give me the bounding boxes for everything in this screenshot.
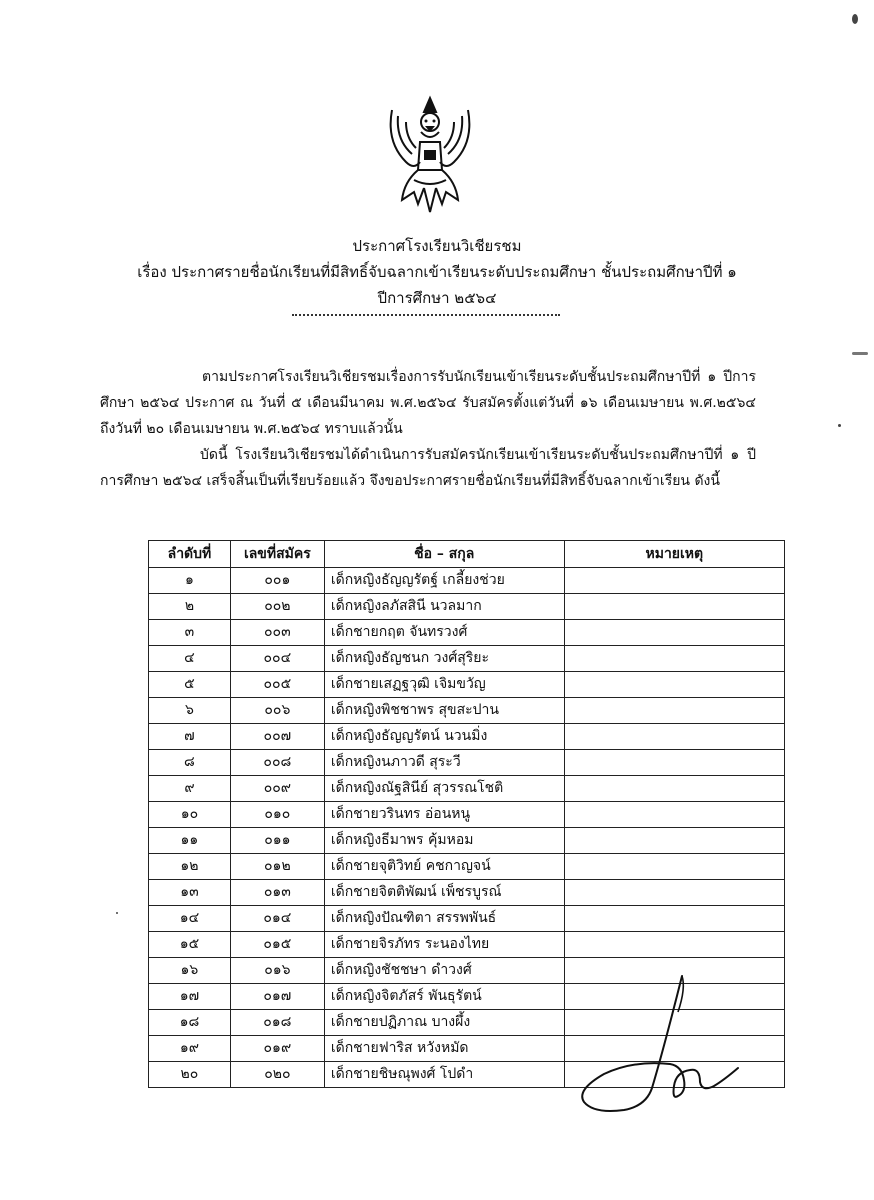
cell-app-no: ๐๑๒: [230, 854, 324, 880]
cell-order: ๓: [149, 620, 231, 646]
cell-order: ๔: [149, 646, 231, 672]
table-row: [149, 828, 785, 854]
cell-name: เด็กหญิงธัญญรัตฐ์ เกลี้ยงช่วย: [324, 568, 564, 594]
cell-name: เด็กหญิงธัญญรัตน์ นวนมิ่ง: [324, 724, 564, 750]
cell-order: ๑๖: [149, 958, 231, 984]
cell-order: ๑๒: [149, 854, 231, 880]
cell-app-no: ๐๐๙: [230, 776, 324, 802]
cell-app-no: ๐๐๘: [230, 750, 324, 776]
cell-order: ๑๙: [149, 1036, 231, 1062]
cell-name: เด็กชายจุติวิทย์ คชกาญจน์: [324, 854, 564, 880]
cell-app-no: ๐๐๒: [230, 594, 324, 620]
cell-order: ๙: [149, 776, 231, 802]
cell-order: ๑๑: [149, 828, 231, 854]
cell-order: ๑๕: [149, 932, 231, 958]
cell-order: ๑: [149, 568, 231, 594]
cell-app-no: ๐๑๔: [230, 906, 324, 932]
org-title: ประกาศโรงเรียนวิเชียรชม: [352, 237, 522, 255]
cell-note: [564, 750, 784, 776]
garuda-emblem-icon: [384, 92, 476, 218]
cell-order: ๑๘: [149, 1010, 231, 1036]
handwritten-signature-icon: [574, 968, 750, 1118]
header-name: ชื่อ – สกุล: [324, 541, 564, 568]
cell-app-no: ๐๐๑: [230, 568, 324, 594]
header-app-no: เลขที่สมัคร: [230, 541, 324, 568]
cell-app-no: ๐๑๐: [230, 802, 324, 828]
cell-order: ๑๓: [149, 880, 231, 906]
cell-note: [564, 906, 784, 932]
table-row: [149, 568, 785, 594]
cell-order: ๒: [149, 594, 231, 620]
cell-app-no: ๐๑๑: [230, 828, 324, 854]
cell-name: เด็กหญิงลภัสสินี นวลมาก: [324, 594, 564, 620]
cell-note: [564, 724, 784, 750]
scan-speck: [838, 424, 841, 427]
cell-app-no: ๐๑๗: [230, 984, 324, 1010]
cell-order: ๖: [149, 698, 231, 724]
cell-note: [564, 776, 784, 802]
cell-app-no: ๐๐๗: [230, 724, 324, 750]
cell-note: [564, 672, 784, 698]
table-row: [149, 620, 785, 646]
cell-name: เด็กชายวรินทร อ่อนหนู: [324, 802, 564, 828]
header-order: ลำดับที่: [149, 541, 231, 568]
cell-order: ๑๐: [149, 802, 231, 828]
table-row: [149, 646, 785, 672]
cell-order: ๘: [149, 750, 231, 776]
table-row: [149, 672, 785, 698]
cell-note: [564, 880, 784, 906]
table-row: [149, 594, 785, 620]
cell-note: [564, 854, 784, 880]
cell-app-no: ๐๐๕: [230, 672, 324, 698]
table-row: [149, 802, 785, 828]
paragraph-1-text: ตามประกาศโรงเรียนวิเชียรชมเรื่องการรับนักเรียนเข้าเรียนระดับชั้นประถมศึกษาปีที่ ๑ ปีการศึกษา ๒๕๖๔ ประกาศ ณ วันที่ ๕ เดือนมีนาคม พ.ศ.๒๕๖๔ รับสมัครตั้งแต่วันที่ ๑๖ เดือนเมษายน พ.ศ.๒๕๖๔ ถึงวันที่ ๒๐ เดือนเมษายน พ.ศ.๒๕๖๔ ทราบแล้วนั้น: [100, 369, 756, 437]
header-note: หมายเหตุ: [564, 541, 784, 568]
table-row: [149, 776, 785, 802]
cell-app-no: ๐๒๐: [230, 1062, 324, 1088]
table-row: [149, 698, 785, 724]
table-row: [149, 750, 785, 776]
cell-order: ๕: [149, 672, 231, 698]
cell-app-no: ๐๐๖: [230, 698, 324, 724]
paragraph-1: [100, 364, 756, 442]
cell-app-no: ๐๑๖: [230, 958, 324, 984]
dotted-divider: [292, 314, 560, 316]
scan-speck: [852, 352, 868, 355]
cell-name: เด็กหญิงปัณฑิตา สรรพพันธ์: [324, 906, 564, 932]
cell-app-no: ๐๐๔: [230, 646, 324, 672]
cell-note: [564, 568, 784, 594]
cell-app-no: ๐๑๘: [230, 1010, 324, 1036]
cell-name: เด็กหญิงพิชชาพร สุขสะปาน: [324, 698, 564, 724]
cell-name: เด็กชายกฤต จันทรวงศ์: [324, 620, 564, 646]
table-row: [149, 880, 785, 906]
scan-speck: [116, 912, 118, 914]
cell-name: เด็กหญิงชัชชษา ดำวงศ์: [324, 958, 564, 984]
cell-app-no: ๐๑๓: [230, 880, 324, 906]
table-row: [149, 854, 785, 880]
cell-name: เด็กชายปฏิภาณ บางผึ้ง: [324, 1010, 564, 1036]
cell-note: [564, 620, 784, 646]
academic-year: ปีการศึกษา ๒๕๖๔: [377, 289, 497, 307]
cell-name: เด็กหญิงจิตภัสร์ พันธุรัตน์: [324, 984, 564, 1010]
cell-name: เด็กหญิงธีมาพร คุ้มหอม: [324, 828, 564, 854]
paragraph-2-text: บัดนี้ โรงเรียนวิเชียรชมได้ดำเนินการรับสมัครนักเรียนเข้าเรียนระดับชั้นประถมศึกษาปีที่ ๑ ปีการศึกษา ๒๕๖๔ เสร็จสิ้นเป็นที่เรียบร้อยแล้ว จึงขอประกาศรายชื่อนักเรียนที่มีสิทธิ์จับฉลากเข้าเรียน ดังนี้: [100, 447, 756, 489]
paragraph-2: [100, 442, 756, 494]
cell-name: เด็กชายจิตติพัฒน์ เพ็ชรบูรณ์: [324, 880, 564, 906]
cell-note: [564, 828, 784, 854]
cell-order: ๑๔: [149, 906, 231, 932]
cell-app-no: ๐๑๙: [230, 1036, 324, 1062]
table-row: [149, 932, 785, 958]
cell-name: เด็กหญิงนภาวดี สุระวี: [324, 750, 564, 776]
cell-name: เด็กชายชิษณุพงศ์ โปดำ: [324, 1062, 564, 1088]
scan-speck: [852, 14, 858, 24]
cell-name: เด็กหญิงณัฐสินีย์ สุวรรณโชติ: [324, 776, 564, 802]
cell-note: [564, 594, 784, 620]
cell-order: ๑๗: [149, 984, 231, 1010]
table-row: [149, 906, 785, 932]
cell-name: เด็กชายจิรภัทร ระนองไทย: [324, 932, 564, 958]
cell-note: [564, 646, 784, 672]
cell-note: [564, 932, 784, 958]
subject-line: เรื่อง ประกาศรายชื่อนักเรียนที่มีสิทธิ์จับฉลากเข้าเรียนระดับประถมศึกษา ชั้นประถมศึกษาปีที่ ๑: [137, 263, 737, 281]
cell-app-no: ๐๐๓: [230, 620, 324, 646]
table-row: [149, 724, 785, 750]
table-header-row: [149, 541, 785, 568]
cell-note: [564, 698, 784, 724]
cell-order: ๗: [149, 724, 231, 750]
cell-app-no: ๐๑๕: [230, 932, 324, 958]
cell-name: เด็กหญิงธัญชนก วงศ์สุริยะ: [324, 646, 564, 672]
cell-name: เด็กชายฟาริส หวังหมัด: [324, 1036, 564, 1062]
cell-order: ๒๐: [149, 1062, 231, 1088]
cell-name: เด็กชายเสฏฐวุฒิ เจิมขวัญ: [324, 672, 564, 698]
cell-note: [564, 802, 784, 828]
